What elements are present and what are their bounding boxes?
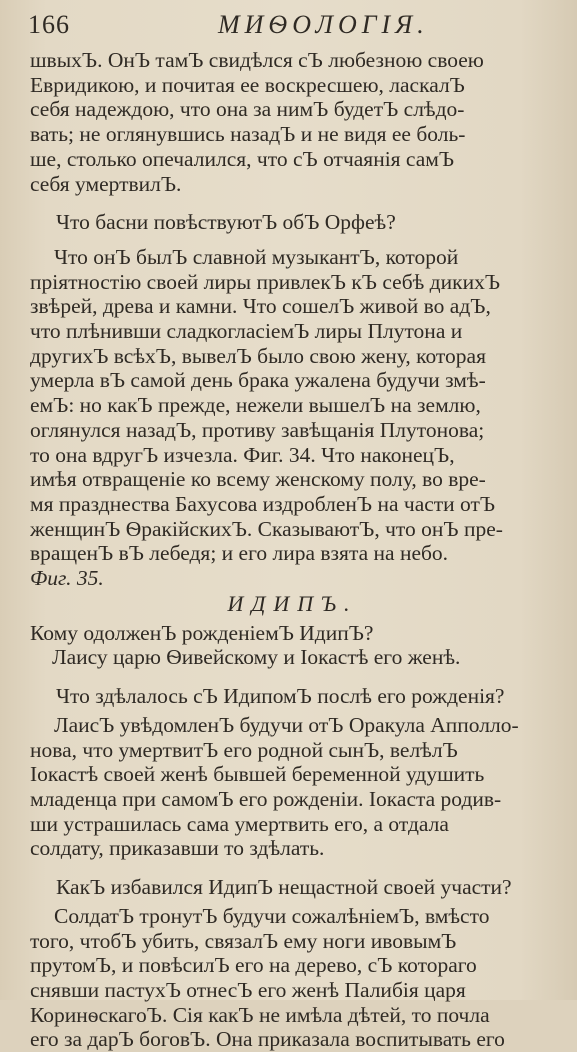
text-line: солдату, приказавши то здѣлать. (30, 836, 325, 861)
text-line: емЪ: но какЪ прежде, нежели вышелЪ на землю, (30, 393, 481, 418)
orpheus-paragraph-end (30, 48, 555, 196)
text-line: звѣрей, древа и камни. Что сошелЪ живой во адЪ, (30, 294, 491, 319)
text-line: оглянулся назадЪ, противу завѣщанія Плутонова; (30, 417, 485, 442)
text-line: себя умертвилЪ. (30, 171, 182, 196)
text-line: ши устрашилась сама умертвить его, а отдала (30, 811, 449, 836)
question-after-birth: Что здѣлалось сЪ ИдипомЪ послѣ его рожденія? (56, 684, 505, 709)
question-escape: КакЪ избавился ИдипЪ нещастной своей участи? (56, 875, 512, 900)
text-line: того, чтобЪ убить, связалЪ ему ноги ивовымЪ (30, 928, 457, 953)
text-line: умерла вЪ самой день брака ужалена будучи змѣ- (30, 368, 486, 393)
text-line: Іокастѣ своей женѣ бывшей беременной удушить (30, 762, 485, 787)
text-line: мя празднества Бахусова издробленЪ на части отЪ (30, 491, 496, 516)
running-title: МИѲОЛОГІЯ. (218, 10, 429, 39)
text-line: Евридикою, и почитая ее воскресшею, ласкалЪ (30, 72, 465, 97)
answer-after-birth (30, 713, 555, 861)
question-orpheus-fables: Что басни повѣствуютЪ обЪ Орфеѣ? (56, 210, 396, 235)
page-header (28, 8, 568, 42)
text-line: швыхЪ. ОнЪ тамЪ свидѣлся сЪ любезною своею (30, 48, 484, 72)
text-line: пріятностію своей лиры привлекЪ кЪ себѣ дикихЪ (30, 269, 501, 294)
section-heading: ИДИПЪ. (227, 590, 358, 616)
text-line: другихЪ всѣхЪ, вывелЪ было свою жену, которая (30, 343, 486, 368)
answer-orpheus-fables (30, 245, 555, 591)
answer-escape (30, 904, 555, 1052)
text-line: Фиг. 35. (30, 566, 104, 591)
page-number: 166 (28, 10, 70, 39)
text-line: его за дарЪ боговЪ. Она приказала воспитывать его (30, 1027, 505, 1052)
text-line: вращенЪ вЪ лебедя; и его лира взята на небо. (30, 541, 449, 566)
text-line: вать; не оглянувшись назадЪ и не видя ее боль- (30, 122, 466, 147)
text-line: снявши пастухЪ отнесЪ его женѣ Палибія царя (30, 977, 466, 1002)
text-line: нова, что умертвитЪ его родной сынЪ, велѣлЪ (30, 737, 458, 762)
text-line: женщинЪ ѲракійскихЪ. СказываютЪ, что онЪ пре- (30, 516, 503, 541)
text-line: имѣя отвращеніе ко всему женскому полу, во вре- (30, 467, 486, 492)
text-line: Что онЪ былЪ славной музыкантЪ, которой (54, 244, 459, 269)
text-line: КоринѳскагоЪ. Сія какЪ не имѣла дѣтей, то почла (30, 1002, 490, 1027)
answer-born-to: Лаису царю Ѳивейскому и Іокастѣ его женѣ. (52, 645, 461, 670)
question-born-to: Кому одолженЪ рожденіемЪ ИдипЪ? (30, 620, 374, 645)
text-line: то она вдругЪ изчезла. Фиг. 34. Что наконецЪ, (30, 442, 455, 467)
text-line: ше, столько опечалился, что сЪ отчаянія самЪ (30, 146, 455, 171)
page-body (30, 48, 555, 1052)
text-line: ЛаисЪ увѣдомленЪ будучи отЪ Оракула Апполло- (54, 712, 519, 737)
text-line: прутомЪ, и повѣсилЪ его на дерево, сЪ котораго (30, 953, 477, 978)
text-line: себя надеждою, что она за нимЪ будетЪ слѣдо- (30, 97, 465, 122)
text-line: младенца при самомЪ его рожденіи. Іокаста родив- (30, 786, 502, 811)
text-line: что плѣнивши сладкогласіемЪ лиры Плутона и (30, 319, 463, 344)
text-line: СолдатЪ тронутЪ будучи сожалѣніемЪ, вмѣсто (54, 903, 490, 928)
